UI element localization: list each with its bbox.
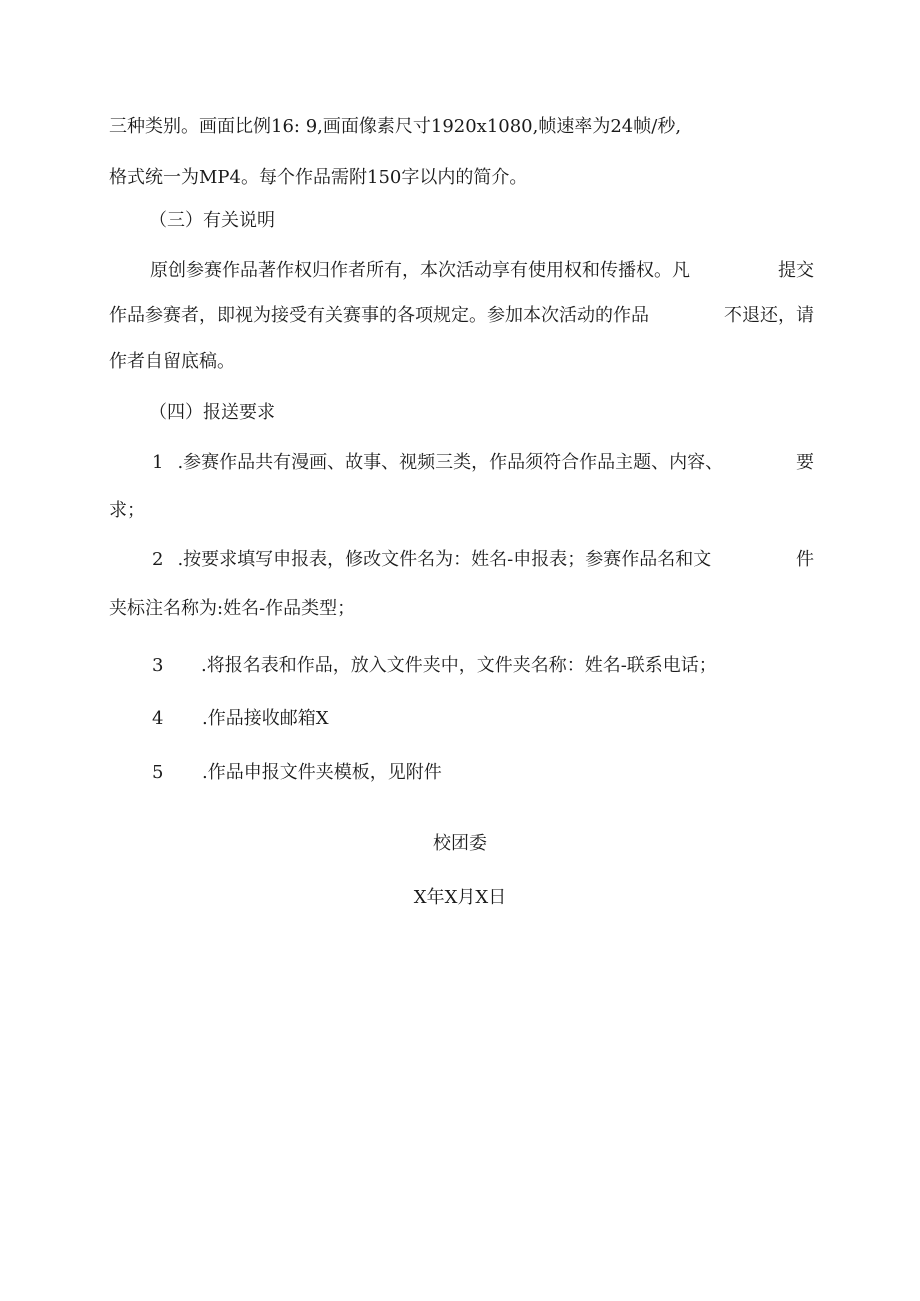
list-item-5-number: 5 (152, 762, 164, 783)
section-3-para-line-1-main: 原创参赛作品著作权归作者所有，本次活动享有使用权和传播权。凡 (150, 260, 690, 281)
list-item-5-text: .作品申报文件夹模板，见附件 (202, 762, 442, 783)
list-item-4-text: .作品接收邮箱X (202, 708, 329, 729)
list-item-4-number: 4 (152, 708, 164, 729)
section-4-heading: （四）报送要求 (149, 402, 275, 423)
section-3-heading: （三）有关说明 (149, 210, 275, 231)
section-3-para-line-2 (109, 304, 814, 328)
list-item-1-number: 1 (152, 452, 164, 473)
section-3-para-line-1 (150, 259, 814, 283)
list-item-1-text: .参赛作品共有漫画、故事、视频三类，作品须符合作品主题、内容、 (177, 452, 724, 473)
signature-org: 校团委 (433, 833, 487, 854)
list-item-3-text: .将报名表和作品，放入文件夹中，文件夹名称：姓名-联系电话； (201, 655, 717, 676)
section-3-para-line-3: 作者自留底稿。 (109, 351, 235, 372)
list-item-2-text: .按要求填写申报表，修改文件名为：姓名-申报表；参赛作品名和文 (177, 549, 712, 570)
signature-date: X年X月X日 (413, 887, 507, 908)
format-line-2: 格式统一为MP4。每个作品需附150字以内的简介。 (109, 167, 528, 188)
list-item-2-number: 2 (152, 549, 164, 570)
section-3-para-line-2-end: 不退还，请 (724, 305, 814, 326)
list-item-1-line-2: 求； (109, 500, 145, 521)
list-item-3-number: 3 (152, 655, 164, 676)
section-3-para-line-2-main: 作品参赛者，即视为接受有关赛事的各项规定。参加本次活动的作品 (109, 305, 649, 326)
list-item-2-line-1 (152, 548, 814, 572)
list-item-1-text-end: 要 (796, 452, 814, 473)
list-item-2-line-2: 夹标注名称为:姓名-作品类型； (109, 598, 356, 619)
list-item-1-line-1 (152, 451, 814, 475)
section-3-para-line-1-end: 提交 (778, 260, 814, 281)
format-line-1: 三种类别。画面比例16: 9,画面像素尺寸1920x1080,帧速率为24帧/秒, (109, 116, 682, 137)
list-item-2-text-end: 件 (796, 549, 814, 570)
